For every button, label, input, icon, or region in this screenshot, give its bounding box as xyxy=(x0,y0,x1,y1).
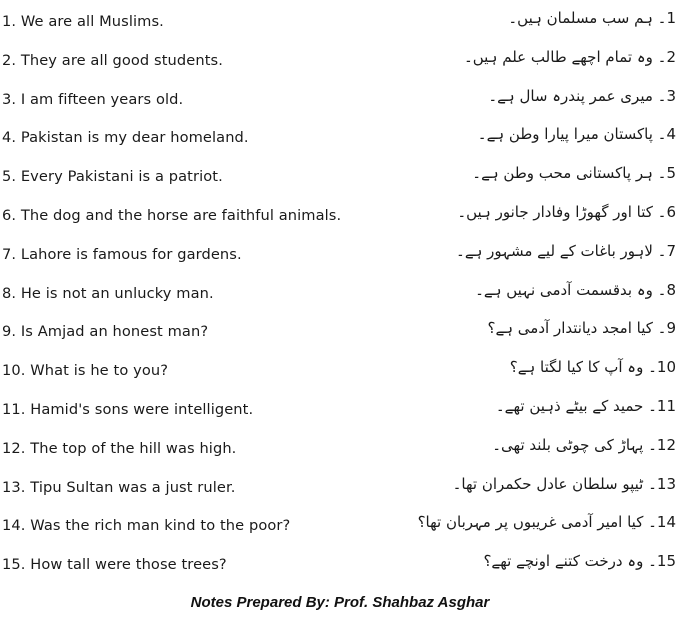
urdu-sentence: 7۔ لاہور باغات کے لیے مشہور ہے۔ xyxy=(456,241,676,260)
english-sentence: 8. He is not an unlucky man. xyxy=(2,284,214,302)
urdu-sentence: 11۔ حمید کے بیٹے ذہین تھے۔ xyxy=(495,396,676,415)
notes-credit: Notes Prepared By: Prof. Shahbaz Asghar xyxy=(190,594,490,611)
english-sentence: 14. Was the rich man kind to the poor? xyxy=(2,517,291,535)
sentence-row xyxy=(0,314,680,353)
sentence-list xyxy=(0,4,680,586)
english-sentence: 2. They are all good students. xyxy=(2,51,223,69)
english-sentence: 9. Is Amjad an honest man? xyxy=(2,323,209,341)
sentence-row xyxy=(0,237,680,276)
english-sentence: 12. The top of the hill was high. xyxy=(2,439,237,457)
sentence-row xyxy=(0,159,680,198)
english-sentence: 4. Pakistan is my dear homeland. xyxy=(2,129,249,147)
urdu-sentence: 9۔ کیا امجد دیانتدار آدمی ہے؟ xyxy=(487,319,676,338)
sentence-row xyxy=(0,547,680,586)
sentence-row xyxy=(0,43,680,82)
urdu-sentence: 8۔ وہ بدقسمت آدمی نہیں ہے۔ xyxy=(475,280,676,299)
urdu-sentence: 4۔ پاکستان میرا پیارا وطن ہے۔ xyxy=(477,125,676,144)
english-sentence: 3. I am fifteen years old. xyxy=(2,90,184,108)
urdu-sentence: 13۔ ٹیپو سلطان عادل حکمران تھا۔ xyxy=(452,474,676,493)
urdu-sentence: 2۔ وہ تمام اچھے طالب علم ہیں۔ xyxy=(463,47,676,66)
urdu-sentence: 6۔ کتا اور گھوڑا وفادار جانور ہیں۔ xyxy=(457,202,676,221)
english-sentence: 7. Lahore is famous for gardens. xyxy=(2,245,242,263)
english-sentence: 13. Tipu Sultan was a just ruler. xyxy=(2,478,236,496)
urdu-sentence: 12۔ پہاڑ کی چوٹی بلند تھی۔ xyxy=(492,435,676,454)
sentence-row xyxy=(0,276,680,315)
english-sentence: 10. What is he to you? xyxy=(2,362,169,380)
urdu-sentence: 15۔ وہ درخت کتنے اونچے تھے؟ xyxy=(483,552,676,571)
sentence-row xyxy=(0,120,680,159)
sentence-row xyxy=(0,198,680,237)
sentence-row xyxy=(0,353,680,392)
english-sentence: 15. How tall were those trees? xyxy=(2,556,227,574)
sentence-row xyxy=(0,431,680,470)
english-sentence: 11. Hamid's sons were intelligent. xyxy=(2,400,254,418)
sentence-row xyxy=(0,82,680,121)
sentence-row xyxy=(0,4,680,43)
urdu-sentence: 1۔ ہم سب مسلمان ہیں۔ xyxy=(508,9,676,27)
urdu-sentence: 3۔ میری عمر پندرہ سال ہے۔ xyxy=(488,86,676,105)
urdu-sentence: 5۔ ہر پاکستانی محب وطن ہے۔ xyxy=(472,164,676,183)
urdu-sentence: 14۔ کیا امیر آدمی غریبوں پر مہربان تھا؟ xyxy=(417,513,676,532)
sentence-row xyxy=(0,508,680,547)
sentence-row xyxy=(0,470,680,509)
sentence-row xyxy=(0,392,680,431)
english-sentence: 5. Every Pakistani is a patriot. xyxy=(2,168,223,186)
english-sentence: 1. We are all Muslims. xyxy=(2,13,164,30)
urdu-sentence: 10۔ وہ آپ کا کیا لگتا ہے؟ xyxy=(509,358,676,377)
english-sentence: 6. The dog and the horse are faithful animals. xyxy=(2,206,342,224)
